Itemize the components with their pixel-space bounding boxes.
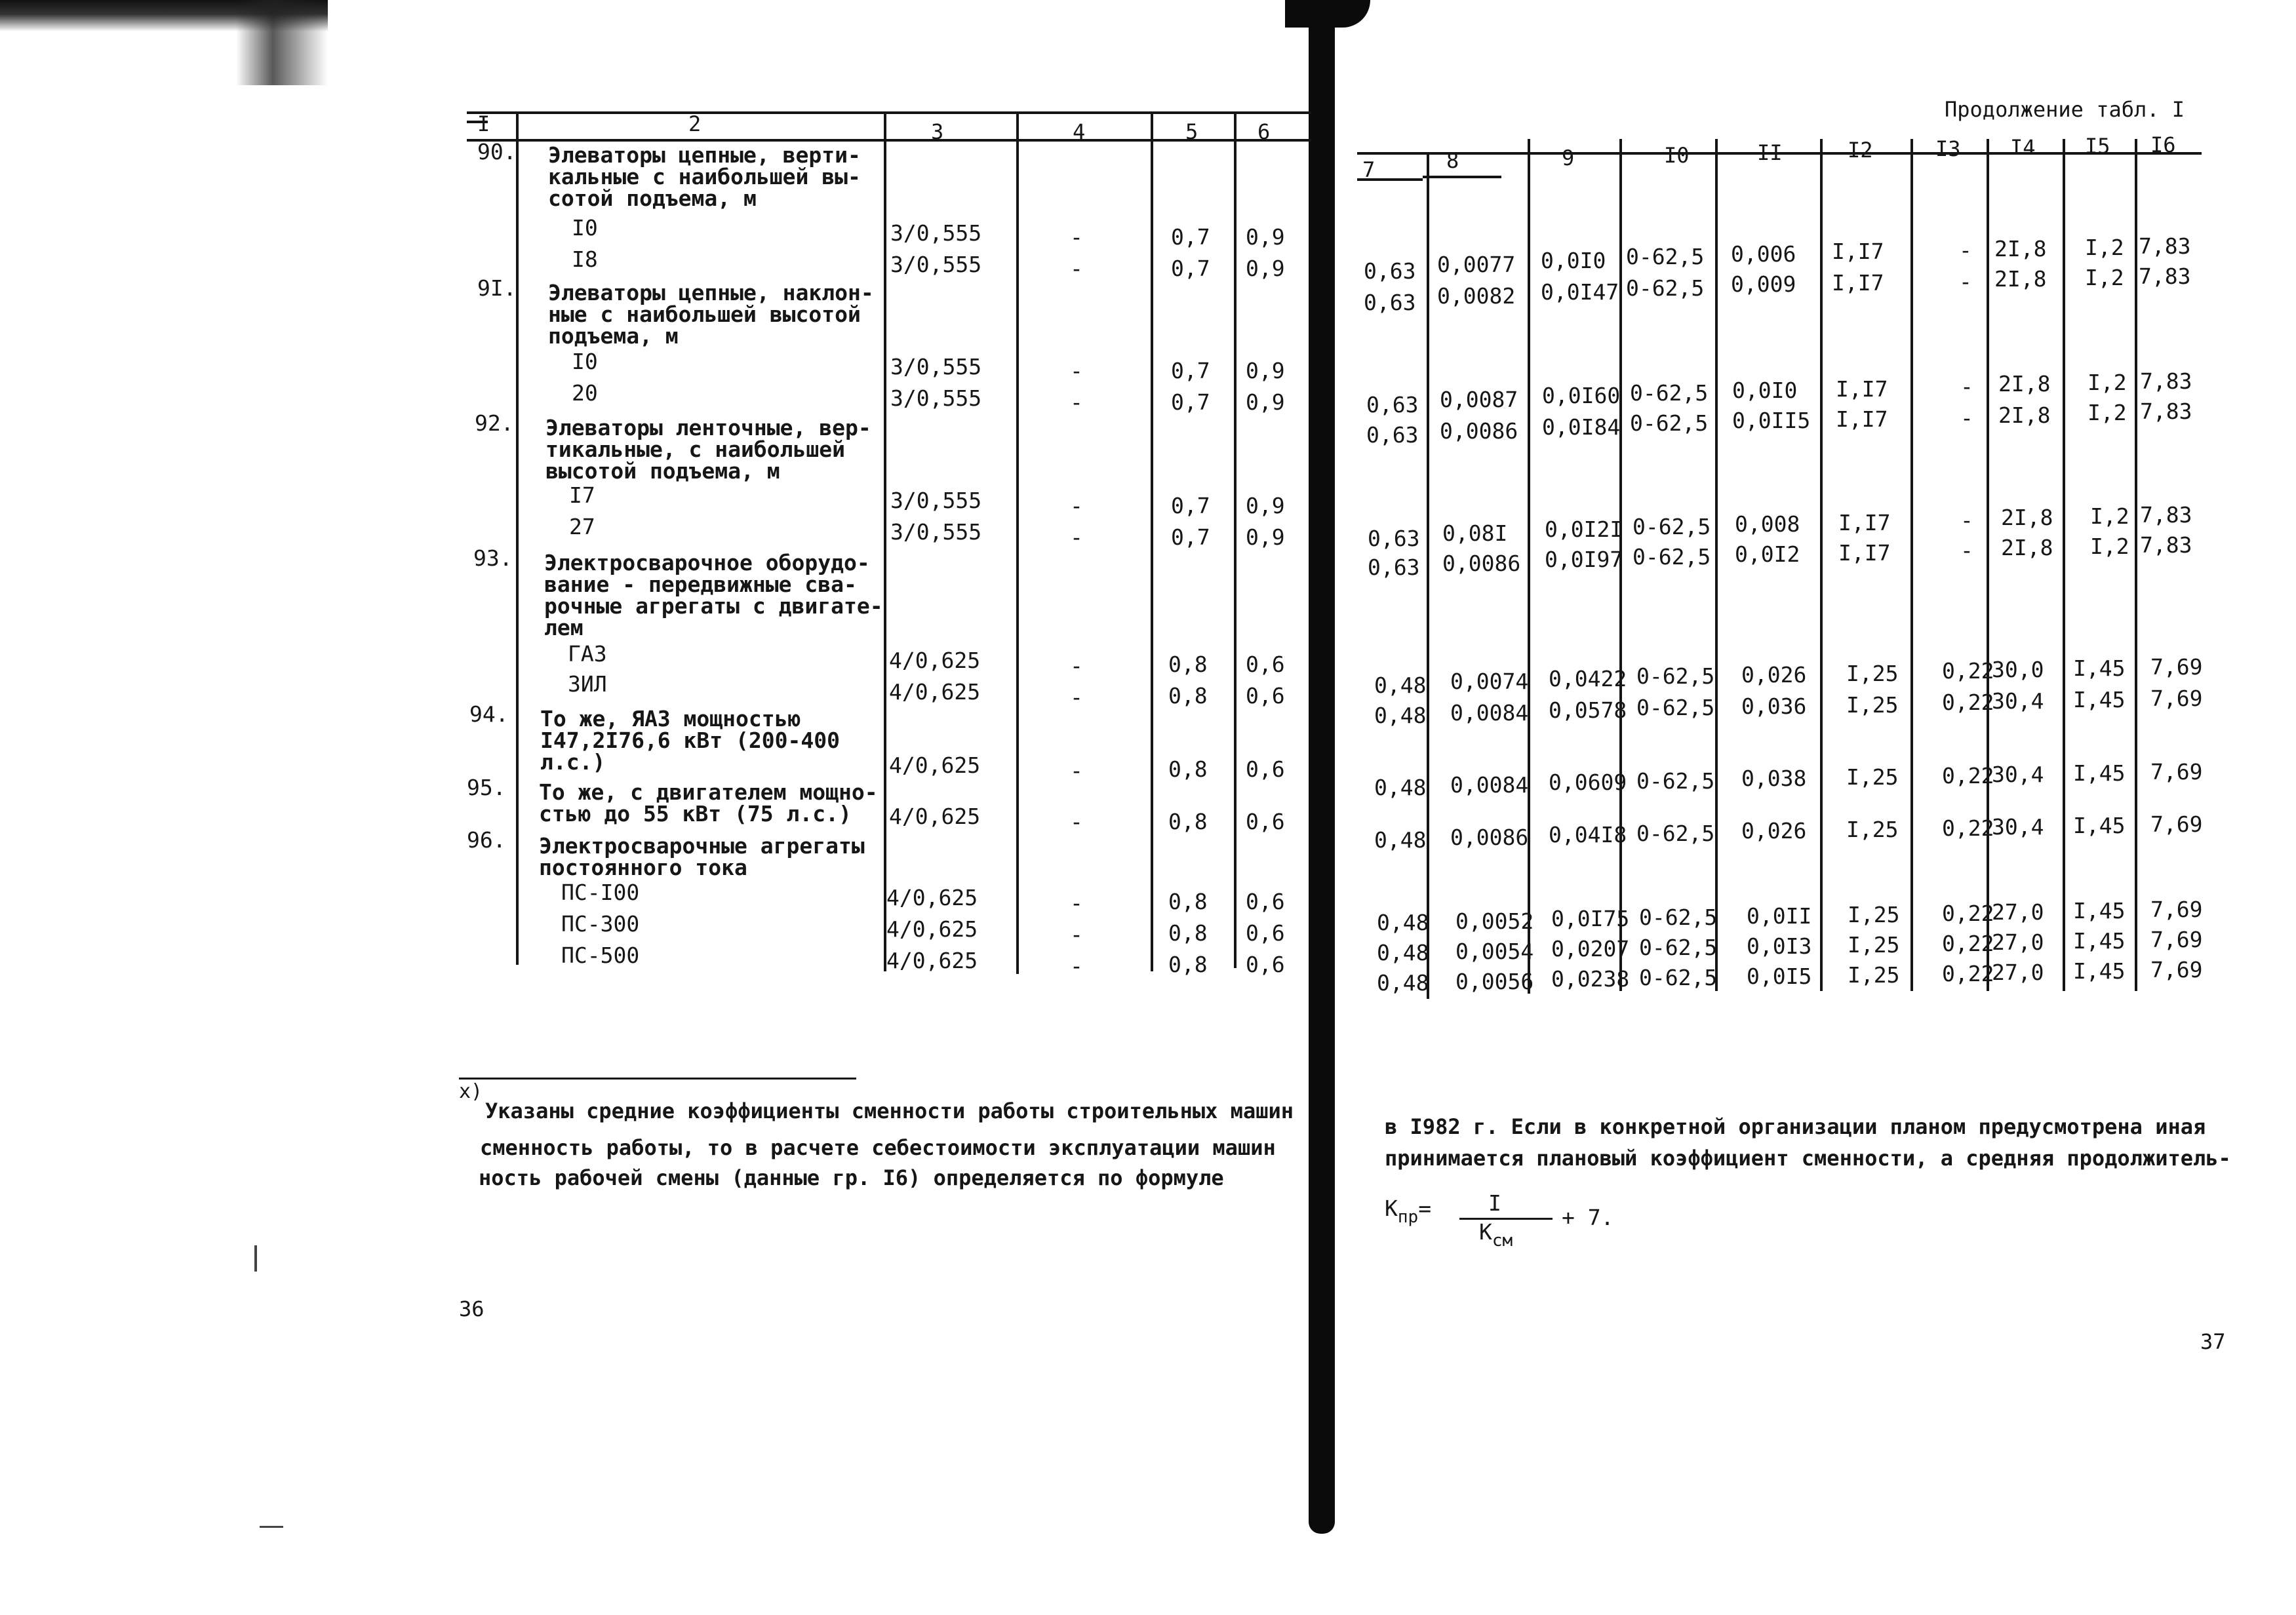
- cell-col-7: 0,48: [1374, 672, 1427, 698]
- row-number: 95.: [467, 775, 506, 800]
- row-description: Электросварочные агрегаты постоянного тока: [539, 833, 865, 880]
- cell-col-13: -: [1960, 537, 1973, 563]
- sub-label: 27: [569, 514, 595, 539]
- cell-col-5: 0,8: [1168, 683, 1208, 709]
- cell-col-16: 7,83: [2140, 532, 2192, 558]
- cell-col-4: -: [1070, 684, 1083, 710]
- cell-col-13: -: [1959, 237, 1972, 263]
- cell-col-8: 0,0086: [1440, 418, 1518, 444]
- col-divider: [1987, 139, 1989, 991]
- cell-col-5: 0,7: [1171, 256, 1210, 281]
- footnote-line: принимается плановый коэффициент сменности, а средняя продолжитель-: [1385, 1146, 2231, 1171]
- cell-col-15: I,45: [2073, 928, 2126, 954]
- table-rule-top: [467, 111, 1311, 114]
- cell-col-6: 0,9: [1246, 358, 1285, 383]
- cell-col-5: 0,7: [1171, 358, 1210, 383]
- cell-col-10: 0-62,5: [1636, 768, 1715, 794]
- cell-col-9: 0,0609: [1549, 769, 1627, 795]
- cell-col-3: 3/0,555: [890, 519, 982, 545]
- cell-col-14: 2I,8: [1998, 402, 2051, 428]
- cell-col-3: 3/0,555: [890, 385, 982, 411]
- cell-col-16: 7,69: [2150, 897, 2203, 922]
- cell-col-11: 0,0I3: [1747, 933, 1812, 959]
- cell-col-12: I,25: [1848, 962, 1900, 988]
- cell-col-11: 0,008: [1735, 511, 1800, 537]
- header-col-4: 4: [1073, 119, 1086, 144]
- row-description: То же, ЯАЗ мощностью I47,2I76,6 кВт (200-400 л.с.): [540, 706, 840, 775]
- cell-col-5: 0,8: [1168, 652, 1208, 677]
- cell-col-14: 2I,8: [1994, 236, 2047, 262]
- cell-col-8: 0,0056: [1455, 969, 1534, 994]
- cell-col-15: I,2: [2085, 265, 2124, 290]
- row-description: Элеваторы цепные, верти- кальные с наибольшей вы- сотой подъема, м: [548, 142, 861, 211]
- header-col-16: I6: [2150, 132, 2176, 157]
- cell-col-6: 0,6: [1246, 809, 1285, 834]
- sub-label: I8: [572, 246, 598, 272]
- cell-col-11: 0,036: [1741, 693, 1807, 719]
- cell-col-4: -: [1070, 524, 1083, 550]
- cell-col-4: -: [1070, 890, 1083, 916]
- cell-col-13: 0,22: [1942, 815, 1994, 841]
- cell-col-10: 0-62,5: [1630, 380, 1709, 406]
- cell-col-5: 0,7: [1171, 524, 1210, 550]
- cell-col-14: 2I,8: [2001, 505, 2053, 530]
- formula-equals: =: [1418, 1196, 1432, 1221]
- cell-col-3: 3/0,555: [890, 252, 982, 277]
- col-divider: [1016, 113, 1019, 974]
- cell-col-16: 7,69: [2150, 686, 2203, 711]
- cell-col-16: 7,83: [2139, 233, 2191, 259]
- cell-col-8: 0,0074: [1450, 669, 1529, 694]
- cell-col-6: 0,9: [1246, 389, 1285, 415]
- cell-col-8: 0,0084: [1450, 700, 1529, 726]
- cell-col-13: 0,22: [1942, 961, 1994, 986]
- cell-col-14: 2I,8: [1994, 266, 2047, 292]
- scan-edge-shadow-2: [236, 0, 328, 85]
- row-number: 94.: [469, 701, 509, 727]
- cell-col-4: -: [1070, 493, 1083, 518]
- cell-col-4: -: [1070, 256, 1083, 281]
- cell-col-11: 0,0I0: [1732, 378, 1798, 403]
- row-number: 90.: [477, 139, 517, 165]
- cell-col-7: 0,63: [1368, 526, 1420, 551]
- page-number-left: 36: [459, 1296, 485, 1321]
- cell-col-14: 30,4: [1992, 814, 2044, 840]
- cell-col-9: 0,0I47: [1541, 279, 1619, 305]
- cell-col-10: 0-62,5: [1626, 244, 1705, 269]
- cell-col-7: 0,48: [1377, 940, 1429, 965]
- row-number: 96.: [467, 827, 506, 853]
- cell-col-6: 0,6: [1246, 920, 1285, 946]
- cell-col-4: -: [1070, 389, 1083, 415]
- row-number: 93.: [473, 545, 513, 571]
- cell-col-3: 4/0,625: [889, 804, 981, 829]
- formula-lhs-subscript: пр: [1397, 1207, 1419, 1227]
- cell-col-16: 7,69: [2150, 759, 2203, 785]
- cell-col-15: I,2: [2088, 400, 2127, 425]
- cell-col-12: I,25: [1846, 692, 1899, 718]
- col-divider: [1910, 139, 1913, 991]
- cell-col-5: 0,7: [1171, 389, 1210, 415]
- cell-col-8: 0,0082: [1437, 283, 1516, 309]
- formula-tail: + 7.: [1562, 1205, 1614, 1230]
- row-description: То же, с двигателем мощно- стью до 55 кВт (75 л.с.): [539, 779, 878, 827]
- cell-col-9: 0,0I84: [1542, 414, 1621, 440]
- cell-col-13: -: [1960, 507, 1973, 533]
- cell-col-9: 0,0I97: [1545, 547, 1623, 572]
- cell-col-7: 0,63: [1366, 422, 1419, 448]
- formula-denominator: $К_{см}$: [1479, 1219, 1513, 1251]
- cell-col-7: 0,48: [1374, 827, 1427, 853]
- cell-col-10: 0-62,5: [1639, 965, 1718, 990]
- footnote-rule: [459, 1078, 856, 1080]
- cell-col-12: I,25: [1846, 817, 1899, 842]
- cell-col-3: 4/0,625: [889, 679, 981, 705]
- cell-col-10: 0-62,5: [1626, 275, 1705, 301]
- cell-col-8: 0,0086: [1442, 551, 1521, 576]
- cell-col-12: I,25: [1846, 661, 1899, 686]
- cell-col-10: 0-62,5: [1633, 544, 1711, 570]
- cell-col-16: 7,69: [2150, 654, 2203, 680]
- cell-col-7: 0,48: [1374, 775, 1427, 800]
- header-col-1: I: [477, 111, 490, 136]
- header-col-5: 5: [1185, 119, 1198, 144]
- header-col-3: 3: [931, 119, 944, 144]
- cell-col-11: 0,0I2: [1735, 541, 1800, 567]
- cell-col-10: 0-62,5: [1636, 695, 1715, 720]
- cell-col-14: 27,0: [1992, 960, 2044, 985]
- cell-col-9: 0,0I0: [1541, 248, 1606, 273]
- cell-col-16: 7,69: [2150, 927, 2203, 952]
- cell-col-4: -: [1070, 224, 1083, 250]
- table-caption: Продолжение табл. I: [1945, 97, 2185, 122]
- cell-col-14: 27,0: [1992, 929, 2044, 955]
- cell-col-3: 3/0,555: [890, 220, 982, 246]
- cell-col-8: 0,0077: [1437, 252, 1516, 277]
- cell-col-6: 0,6: [1246, 756, 1285, 782]
- cell-col-14: 2I,8: [1998, 371, 2051, 397]
- cell-col-9: 0,0238: [1551, 966, 1630, 992]
- header-col-2: 2: [688, 111, 702, 136]
- row-description: Элеваторы ленточные, вер- тикальные, с наибольшей высотой подъема, м: [545, 415, 871, 484]
- cell-col-6: 0,6: [1246, 652, 1285, 677]
- col-divider: [1715, 139, 1718, 991]
- header-col-10: I0: [1664, 143, 1690, 168]
- header-col-7: 7: [1362, 157, 1376, 182]
- header-col-13: I3: [1935, 136, 1961, 161]
- cell-col-9: 0,0I2I: [1545, 516, 1623, 542]
- header-col-6: 6: [1257, 119, 1271, 144]
- cell-col-7: 0,48: [1377, 910, 1429, 935]
- cell-col-9: 0,0207: [1551, 936, 1630, 962]
- cell-col-12: I,25: [1848, 902, 1900, 927]
- cell-col-11: 0,026: [1741, 818, 1807, 844]
- cell-col-9: 0,0I75: [1551, 906, 1630, 931]
- header-col-14: I4: [2010, 135, 2036, 160]
- cell-col-5: 0,8: [1168, 952, 1208, 977]
- cell-col-15: I,2: [2090, 534, 2129, 559]
- cell-col-15: I,45: [2073, 898, 2126, 924]
- cell-col-5: 0,7: [1171, 493, 1210, 518]
- cell-col-7: 0,63: [1368, 555, 1420, 580]
- cell-col-16: 7,83: [2139, 263, 2191, 289]
- cell-col-4: -: [1070, 953, 1083, 979]
- cell-col-4: -: [1070, 758, 1083, 783]
- col-divider: [1528, 139, 1530, 994]
- cell-col-15: I,2: [2088, 370, 2127, 395]
- cell-col-4: -: [1070, 922, 1083, 947]
- cell-col-13: -: [1960, 374, 1973, 399]
- footnote-line: Указаны средние коэффициенты сменности работы строительных машин: [485, 1099, 1294, 1123]
- cell-col-10: 0-62,5: [1636, 821, 1715, 846]
- col-divider: [1820, 139, 1823, 991]
- sub-label: ПС-I00: [561, 880, 640, 905]
- sub-label: I0: [572, 349, 598, 374]
- fraction-bar: [1459, 1218, 1553, 1220]
- cell-col-7: 0,48: [1377, 970, 1429, 996]
- col-divider: [1427, 153, 1429, 999]
- col-divider: [516, 113, 519, 965]
- sub-label: ЗИЛ: [568, 671, 607, 697]
- row-description: Электросварочное оборудо- вание - передвижные сва- рочные агрегаты с двигате- лем: [544, 550, 883, 640]
- cell-col-10: 0-62,5: [1636, 663, 1715, 689]
- cell-col-12: I,I7: [1838, 540, 1891, 566]
- header-col-15: I5: [2085, 134, 2110, 159]
- cell-col-8: 0,08I: [1442, 520, 1508, 546]
- cell-col-10: 0-62,5: [1633, 514, 1711, 539]
- cell-col-12: I,I7: [1836, 376, 1888, 402]
- cell-col-4: -: [1070, 653, 1083, 678]
- cell-col-9: 0,04I8: [1549, 822, 1627, 847]
- footnote-line: ность рабочей смены (данные гр. I6) определяется по формуле: [479, 1165, 1224, 1190]
- cell-col-13: 0,22: [1942, 931, 1994, 956]
- cell-col-11: 0,0II5: [1732, 408, 1811, 433]
- cell-col-5: 0,8: [1168, 889, 1208, 914]
- cell-col-8: 0,0054: [1455, 939, 1534, 964]
- cell-col-12: I,I7: [1832, 270, 1884, 296]
- sub-label: ПС-500: [561, 943, 640, 968]
- scan-speck: [260, 1526, 283, 1528]
- cell-col-15: I,2: [2090, 503, 2129, 529]
- cell-col-6: 0,6: [1246, 952, 1285, 977]
- formula-den-subscript: см: [1492, 1231, 1513, 1251]
- cell-col-12: I,I7: [1832, 239, 1884, 264]
- row-description: Элеваторы цепные, наклон- ные с наибольшей высотой подъема, м: [548, 280, 874, 349]
- page-number-right: 37: [2200, 1329, 2226, 1354]
- sub-label: ПС-300: [561, 911, 640, 937]
- footnote-line: в I982 г. Если в конкретной организации планом предусмотрена иная: [1385, 1114, 2206, 1139]
- col-divider: [884, 113, 886, 971]
- cell-col-6: 0,9: [1246, 256, 1285, 281]
- cell-col-6: 0,6: [1246, 889, 1285, 914]
- cell-col-11: 0,009: [1731, 271, 1796, 297]
- cell-col-10: 0-62,5: [1639, 935, 1718, 960]
- cell-col-16: 7,83: [2140, 399, 2192, 424]
- cell-col-15: I,45: [2073, 655, 2126, 681]
- cell-col-9: 0,0578: [1549, 697, 1627, 723]
- cell-col-6: 0,9: [1246, 493, 1285, 518]
- cell-col-14: 30,4: [1992, 688, 2044, 714]
- cell-col-10: 0-62,5: [1639, 905, 1718, 930]
- table-rule-fragment: [1423, 176, 1501, 178]
- book-gutter: [1309, 0, 1335, 1534]
- row-number: 9I.: [477, 275, 517, 301]
- cell-col-7: 0,63: [1364, 290, 1416, 315]
- header-col-8: 8: [1446, 148, 1459, 173]
- cell-col-3: 4/0,625: [886, 948, 978, 973]
- cell-col-6: 0,9: [1246, 524, 1285, 550]
- cell-col-11: 0,006: [1731, 241, 1796, 267]
- header-col-11: II: [1757, 140, 1783, 165]
- formula-numerator: I: [1488, 1190, 1501, 1216]
- cell-col-3: 4/0,625: [889, 648, 981, 673]
- cell-col-3: 4/0,625: [886, 916, 978, 942]
- cell-col-11: 0,0I5: [1747, 963, 1812, 989]
- cell-col-7: 0,48: [1374, 703, 1427, 728]
- col-divider: [2135, 139, 2137, 991]
- cell-col-8: 0,0052: [1455, 908, 1534, 934]
- cell-col-13: 0,22: [1942, 690, 1994, 715]
- cell-col-12: I,I7: [1838, 510, 1891, 535]
- sub-label: I0: [572, 215, 598, 241]
- cell-col-16: 7,69: [2150, 957, 2203, 983]
- scan-speck: [254, 1245, 257, 1272]
- cell-col-3: 3/0,555: [890, 354, 982, 379]
- cell-col-3: 4/0,625: [889, 752, 981, 778]
- cell-col-4: -: [1070, 809, 1083, 834]
- cell-col-5: 0,8: [1168, 756, 1208, 782]
- sub-label: 20: [572, 380, 598, 406]
- cell-col-13: -: [1959, 269, 1972, 294]
- header-col-12: I2: [1848, 138, 1873, 163]
- cell-col-12: I,25: [1846, 764, 1899, 790]
- cell-col-7: 0,63: [1364, 258, 1416, 284]
- cell-col-5: 0,8: [1168, 920, 1208, 946]
- cell-col-13: 0,22: [1942, 901, 1994, 926]
- cell-col-14: 30,4: [1992, 762, 2044, 787]
- cell-col-5: 0,8: [1168, 809, 1208, 834]
- footnote-line: сменность работы, то в расчете себестоимости эксплуатации машин: [480, 1135, 1276, 1160]
- cell-col-11: 0,026: [1741, 662, 1807, 688]
- sub-label: I7: [569, 482, 595, 508]
- cell-col-13: 0,22: [1942, 658, 1994, 684]
- cell-col-14: 2I,8: [2001, 535, 2053, 560]
- cell-col-15: I,2: [2085, 235, 2124, 260]
- cell-col-11: 0,0II: [1747, 903, 1812, 929]
- cell-col-4: -: [1070, 358, 1083, 383]
- col-divider: [1151, 113, 1153, 971]
- cell-col-15: I,45: [2073, 760, 2126, 786]
- cell-col-14: 30,0: [1992, 657, 2044, 682]
- cell-col-9: 0,0I60: [1542, 383, 1621, 408]
- cell-col-8: 0,0087: [1440, 387, 1518, 412]
- col-divider: [2063, 139, 2065, 991]
- col-divider: [1234, 113, 1237, 968]
- cell-col-11: 0,038: [1741, 766, 1807, 791]
- cell-col-15: I,45: [2073, 687, 2126, 712]
- header-col-9: 9: [1562, 146, 1575, 170]
- cell-col-10: 0-62,5: [1630, 410, 1709, 436]
- cell-col-16: 7,83: [2140, 368, 2192, 394]
- cell-col-6: 0,9: [1246, 224, 1285, 250]
- cell-col-6: 0,6: [1246, 683, 1285, 709]
- cell-col-9: 0,0422: [1549, 666, 1627, 691]
- cell-col-5: 0,7: [1171, 224, 1210, 250]
- cell-col-15: I,45: [2073, 813, 2126, 838]
- cell-col-15: I,45: [2073, 958, 2126, 984]
- cell-col-14: 27,0: [1992, 899, 2044, 925]
- sub-label: ГАЗ: [568, 641, 607, 667]
- cell-col-3: 4/0,625: [886, 885, 978, 910]
- cell-col-12: I,25: [1848, 932, 1900, 958]
- cell-col-13: 0,22: [1942, 763, 1994, 788]
- table-rule-header: [467, 139, 1311, 142]
- cell-col-16: 7,83: [2140, 502, 2192, 528]
- cell-col-13: -: [1960, 405, 1973, 431]
- formula-lhs: $К_{пр}=$: [1385, 1196, 1432, 1227]
- footnote-mark: х): [459, 1080, 483, 1103]
- cell-col-8: 0,0084: [1450, 772, 1529, 798]
- cell-col-7: 0,63: [1366, 392, 1419, 418]
- cell-col-8: 0,0086: [1450, 825, 1529, 850]
- cell-col-12: I,I7: [1836, 406, 1888, 432]
- cell-col-16: 7,69: [2150, 811, 2203, 837]
- cell-col-3: 3/0,555: [890, 488, 982, 513]
- row-number: 92.: [475, 410, 514, 436]
